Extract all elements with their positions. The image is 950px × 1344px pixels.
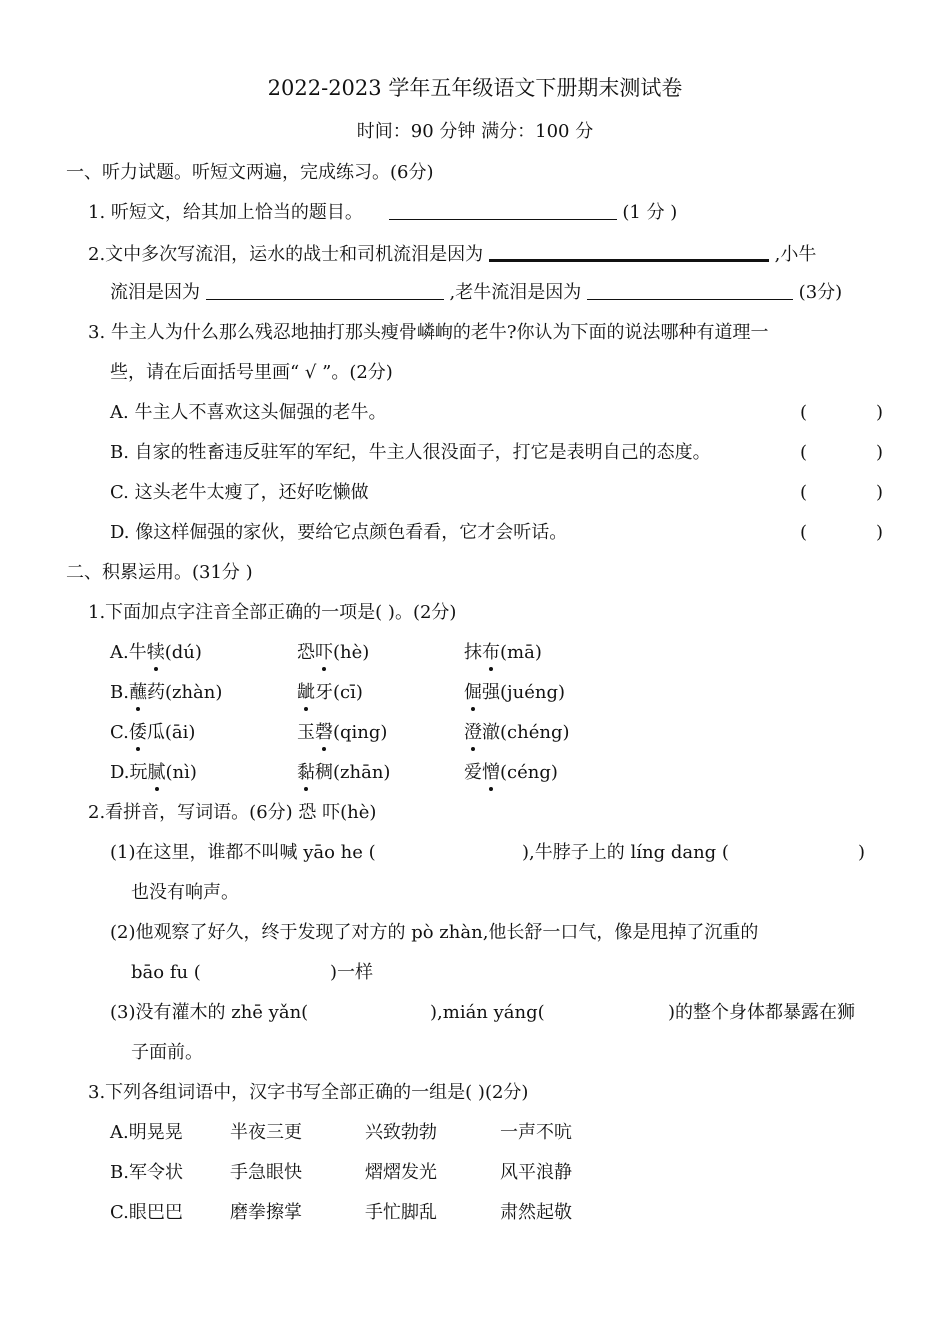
s1-q3-option-c-paren-r[interactable]: ) [876, 482, 884, 503]
dotted-char: 憎 [482, 762, 500, 783]
dotted-char: 蘸 [128, 682, 147, 703]
s2-q1-row-c-col1: C.倭瓜(āi) [110, 722, 196, 743]
dotted-char: 磬 [315, 722, 333, 743]
s2-q2-p1-line2: 也没有响声。 [131, 882, 239, 903]
s1-q3-option-b-paren-r[interactable]: ) [876, 442, 884, 463]
s2-q3-row-b-col1: B.军令状 [110, 1162, 183, 1183]
section-2-heading: 二、积累运用。(31分 ) [66, 562, 253, 583]
s2-q3-row-a-col4: 一声不吭 [500, 1122, 572, 1143]
s1-q3-option-b-paren-l[interactable]: ( [800, 442, 808, 463]
s1-q3-option-b: B. 自家的牲畜违反驻军的军纪，牛主人很没面子，打它是表明自己的态度。 [110, 442, 711, 463]
s1-q2-text-c: 流泪是因为 [110, 282, 200, 303]
s2-q3-row-c-col4: 肃然起敬 [500, 1202, 572, 1223]
s2-q2-p1-b: ),牛脖子上的 líng dang ( [522, 842, 729, 863]
s2-q3-row-a-col3: 兴致勃勃 [365, 1122, 437, 1143]
s2-q1-row-a-col2: 恐吓(hè) [297, 642, 370, 663]
s1-q3-option-c-paren-l[interactable]: ( [800, 482, 808, 503]
s1-q3-option-a-paren-r[interactable]: ) [876, 402, 884, 423]
s1-q2-text-b: ,小牛 [774, 244, 817, 265]
dotted-char: 腻 [147, 762, 166, 783]
s2-q3-row-b-col2: 手急眼快 [230, 1162, 302, 1183]
s2-q2-p1-a: (1)在这里，谁都不叫喊 yāo he ( [110, 842, 376, 863]
s1-q3-option-c: C. 这头老牛太瘦了，还好吃懒做 [110, 482, 369, 503]
s1-q3-line2: 些，请在后面括号里画“ √ ”。(2分) [110, 362, 393, 383]
s1-q1-text: 1. 听短文，给其加上恰当的题目。 [88, 202, 363, 223]
dotted-char: 倭 [128, 722, 147, 743]
s2-q2-p3-line2: 子面前。 [131, 1042, 203, 1063]
s1-q2-text-a: 2.文中多次写流泪，运水的战士和司机流泪是因为 [88, 244, 484, 265]
s1-q3-option-d-paren-r[interactable]: ) [876, 522, 884, 543]
exam-info: 时间：90 分钟 满分：100 分 [356, 121, 594, 142]
s2-q1-row-d-col1: D.玩腻(nì) [110, 762, 197, 783]
dotted-char: 黏 [297, 762, 315, 783]
s2-q1-row-d-col2: 黏稠(zhān) [297, 762, 391, 783]
s1-q2-blank-1[interactable] [489, 241, 769, 262]
s2-q2-p3-b: ),mián yáng( [430, 1002, 545, 1023]
dotted-char: 龇 [297, 682, 315, 703]
s2-q1-row-a-col1: A.牛犊(dú) [110, 642, 202, 663]
s2-q2-p2: (2)他观察了好久，终于发现了对方的 pò zhàn,他长舒一口气，像是甩掉了沉重的 [110, 922, 759, 943]
s1-q1-answer-blank[interactable] [389, 201, 617, 220]
s1-q2-blank-3[interactable] [587, 281, 793, 300]
s1-q1 [88, 201, 677, 225]
s2-q1-row-c-col3: 澄澈(chéng) [464, 722, 570, 743]
s2-q3-row-b-col3: 熠熠发光 [365, 1162, 437, 1183]
s1-q2-text-d: ,老牛流泪是因为 [449, 282, 582, 303]
s1-q3-option-d-paren-l[interactable]: ( [800, 522, 808, 543]
s2-q2-p3-c: )的整个身体都暴露在狮 [668, 1002, 856, 1023]
s2-q2-p1-c: ) [858, 842, 866, 863]
s2-q1-row-b-col1: B.蘸药(zhàn) [110, 682, 223, 703]
s1-q3-option-a-paren-l[interactable]: ( [800, 402, 808, 423]
s2-q2-stem: 2.看拼音，写词语。(6分) 恐 吓(hè) [88, 802, 377, 823]
s2-q3-row-c-col2: 磨拳擦掌 [230, 1202, 302, 1223]
s1-q3-line1: 3. 牛主人为什么那么残忍地抽打那头瘦骨嶙峋的老牛?你认为下面的说法哪种有道理一 [88, 322, 769, 343]
dotted-char: 倔 [464, 682, 482, 703]
s2-q1-row-a-col3: 抹布(mā) [464, 642, 542, 663]
dotted-char: 犊 [146, 642, 165, 663]
s2-q3-row-b-col4: 风平浪静 [500, 1162, 572, 1183]
s2-q2-p2-line2-b: )一样 [330, 962, 374, 983]
s2-q1-row-b-col2: 龇牙(cī) [297, 682, 363, 703]
page-title: 2022-2023 学年五年级语文下册期末测试卷 [267, 76, 683, 100]
dotted-char: 澄 [464, 722, 482, 743]
s2-q3-row-a-col1: A.明晃晃 [110, 1122, 183, 1143]
s2-q1-row-b-col3: 倔强(juéng) [464, 682, 565, 703]
s1-q2-score: (3分) [798, 282, 843, 303]
s2-q2-p2-line2-a: bāo fu ( [131, 962, 201, 983]
s2-q2-p3-a: (3)没有灌木的 zhē yǎn( [110, 1002, 309, 1023]
s1-q2-blank-2[interactable] [206, 281, 444, 300]
s2-q1-stem: 1.下面加点字注音全部正确的一项是( )。(2分) [88, 602, 457, 623]
s2-q3-stem: 3.下列各组词语中，汉字书写全部正确的一组是( )(2分) [88, 1082, 529, 1103]
s2-q3-row-a-col2: 半夜三更 [230, 1122, 302, 1143]
s1-q2-line2 [110, 281, 842, 305]
section-1-heading: 一、听力试题。听短文两遍，完成练习。(6分) [66, 162, 434, 183]
dotted-char: 吓 [315, 642, 333, 663]
s1-q3-option-a: A. 牛主人不喜欢这头倔强的老牛。 [110, 402, 387, 423]
s1-q2-line1 [88, 241, 816, 267]
s2-q3-row-c-col1: C.眼巴巴 [110, 1202, 183, 1223]
s2-q1-row-d-col3: 爱憎(céng) [464, 762, 558, 783]
dotted-char: 布 [482, 642, 500, 663]
s2-q1-row-c-col2: 玉磬(qing) [297, 722, 388, 743]
s1-q3-option-d: D. 像这样倔强的家伙，要给它点颜色看看，它才会听话。 [110, 522, 568, 543]
s1-q1-score: (1 分 ) [622, 202, 678, 223]
s2-q3-row-c-col3: 手忙脚乱 [365, 1202, 437, 1223]
